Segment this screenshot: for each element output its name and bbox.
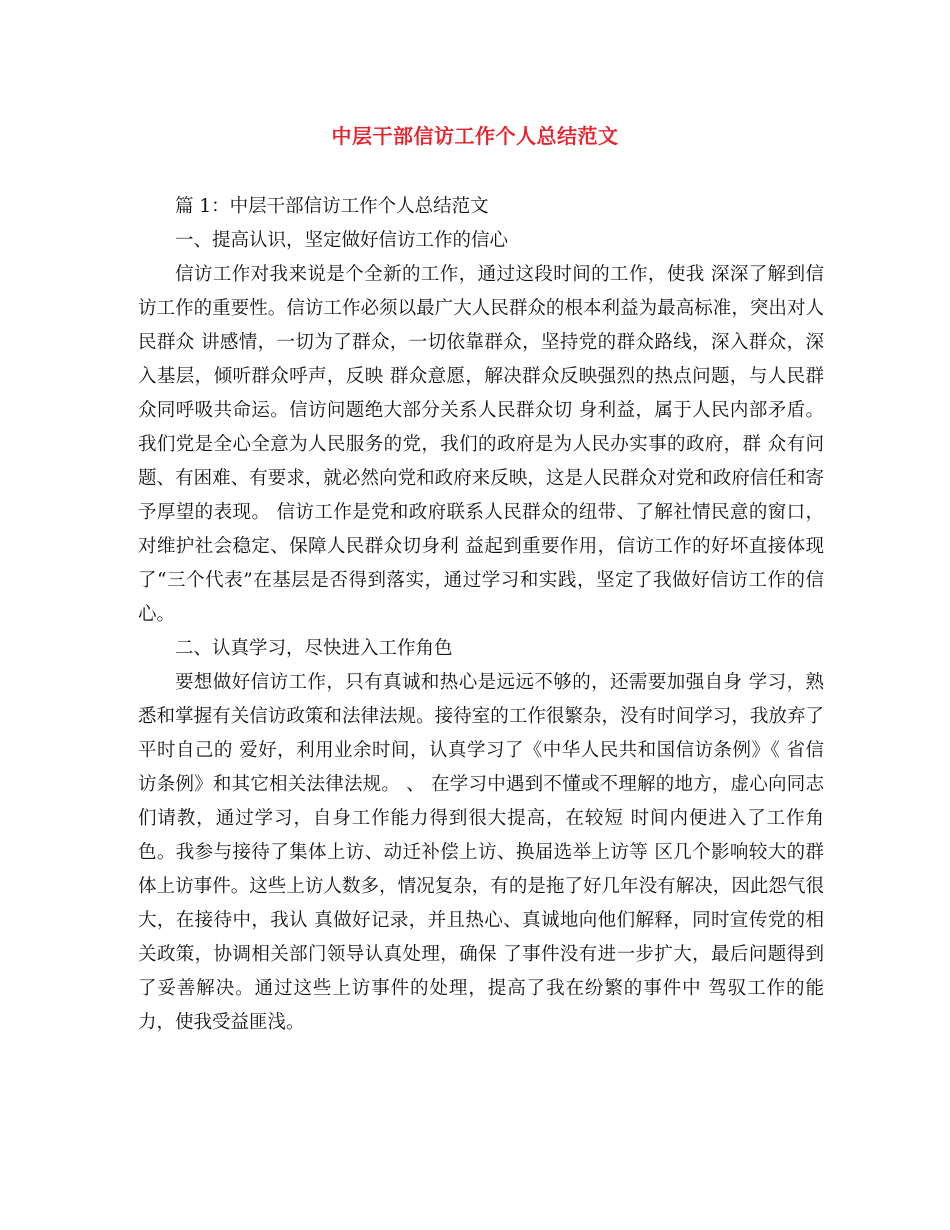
paragraph-1: 信访工作对我来说是个全新的工作，通过这段时间的工作，使我 深深了解到信访工作的重要性。信访工作必须以最广大人民群众的根本利益为最高标准，突出对人民群众 讲感情，一切为了群众，一切依靠群众，坚持党的群众路线，深入群众，深入基层，倾听群众呼声，反映 群众意愿，解决群众反映强烈的热点问题，与人民群众同呼吸共命运。信访问题绝大部分关系人民群众切 身利益，属于人民内部矛盾。我们党是全心全意为人民服务的党，我们的政府是为人民办实事的政府，群 众有问题、有困难、有要求，就必然向党和政府来反映，这是人民群众对党和政府信任和寄予厚望的表现。 信访工作是党和政府联系人民群众的纽带、了解社情民意的窗口，对维护社会稳定、保障人民群众切身利 益起到重要作用，信访工作的好坏直接体现了“三个代表”在基层是否得到落实，通过学习和实践，坚定了我做好信访工作的信心。 <box>138 264 824 625</box>
document-body <box>138 190 824 1040</box>
section-heading-1: 一、提高认识，坚定做好信访工作的信心 <box>175 230 509 251</box>
document-title: 中层干部信访工作个人总结范文 <box>331 124 619 148</box>
paragraph-2: 要想做好信访工作，只有真诚和热心是远远不够的，还需要加强自身 学习，熟悉和掌握有关信访政策和法律法规。接待室的工作很繁杂，没有时间学习，我放弃了平时自己的 爱好，利用业余时间，认真学习了《中华人民共和国信访条例》《 省信访条例》和其它相关法律法规。 、 在学习中遇到不懂或不理解的地方，虚心向同志们请教，通过学习，自身工作能力得到很大提高，在较短 时间内便进入了工作角色。我参与接待了集体上访、动迁补偿上访、换届选举上访等 区几个影响较大的群 体上访事件。这些上访人数多，情况复杂，有的是拖了好几年没有解决，因此怨气很大，在接待中，我认 真做好记录，并且热心、真诚地向他们解释，同时宣传党的相关政策，协调相关部门领导认真处理，确保 了事件没有进一步扩大，最后问题得到了妥善解决。通过这些上访事件的处理，提高了我在纷繁的事件中 驾驭工作的能力，使我受益匪浅。 <box>138 672 824 1033</box>
section-heading-article: 篇 1：中层干部信访工作个人总结范文 <box>175 196 489 217</box>
section-heading-2: 二、认真学习，尽快进入工作角色 <box>175 638 453 659</box>
